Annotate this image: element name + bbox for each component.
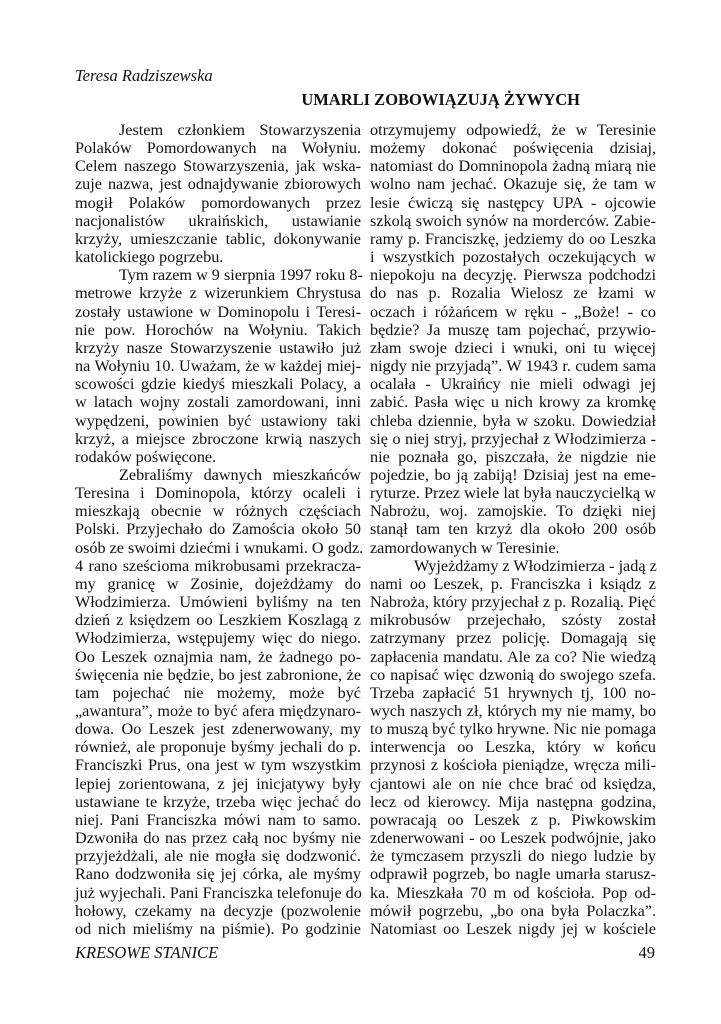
- text-line: lecz od kierowcy. Mija następna godzina,: [370, 792, 656, 811]
- text-line: co napisać więc dzwonią do swojego szefa.: [370, 665, 656, 684]
- paragraph: [370, 557, 656, 938]
- text-column-left: [75, 121, 364, 938]
- text-line: do nas p. Rozalia Wielosz ze łzami w: [370, 284, 656, 303]
- text-line: zabić. Pasła więc u nich krowy za kromkę: [370, 393, 656, 412]
- paragraph: [370, 121, 656, 557]
- text-line: odprawił pogrzeb, bo nagle umarła starusz-: [370, 865, 656, 884]
- text-line: „awantura”, może to być afera międzynaro-: [75, 702, 361, 720]
- text-line: cjantowi ale on nie chce brać od księdza,: [370, 774, 656, 793]
- text-line: przyjeżdżali, ale nie mogła się dodzwonić.: [75, 847, 361, 866]
- text-line: interwencja oo Leszka, który w końcu: [370, 738, 656, 757]
- text-line: święcenia nie będzie, bo jest zabronione, że: [75, 665, 361, 684]
- text-line: Oo Leszek oznajmia nam, że żadnego po-: [75, 647, 361, 666]
- text-line: mówił pogrzebu, „bo ona była Polaczka”.: [370, 901, 656, 920]
- text-line: mogił Polaków pomordowanych przez: [75, 193, 361, 212]
- text-line: krzyż, a miejsce zbroczone krwią naszych: [75, 429, 361, 448]
- text-line: się o niej stryj, przyjechał z Włodzimierza -: [370, 429, 656, 448]
- text-line: Nabrożu, woj. zamojskie. To dzięki niej: [370, 502, 656, 521]
- text-line: mieszkają obecnie w różnych częściach: [75, 502, 361, 521]
- text-line: na Wołyniu 10. Uważam, że w każdej miej-: [75, 357, 361, 376]
- page-number: 49: [638, 943, 655, 962]
- text-line: Polski. Przyjechało do Zamościa około 50: [75, 520, 361, 539]
- text-line: Dzwoniła do nas przez całą noc byśmy nie: [75, 829, 361, 848]
- paragraph: [75, 266, 361, 466]
- text-line: pojedzie, bo ją zabiją! Dzisiaj jest na eme-: [370, 465, 656, 484]
- text-line: od nich mieliśmy na piśmie). Po godzinie: [75, 919, 361, 938]
- text-line: krzyży, umieszczanie tablic, dokonywanie: [75, 229, 361, 248]
- text-line: będzie? Ja muszę tam pojechać, przywio-: [370, 320, 656, 339]
- text-line: lesie ćwiczą się następcy UPA - ojcowie: [370, 193, 656, 212]
- text-line: 4 rano sześcioma mikrobusami przekracza-: [75, 556, 361, 575]
- text-line: tam pojechać nie możemy, może być: [75, 683, 361, 702]
- text-line: złam swoje dzieci i wnuki, oni tu więcej: [370, 338, 656, 357]
- text-line: to muszą być tylko hrywne. Nic nie pomaga: [370, 720, 656, 739]
- text-line: zamordowanych w Teresinie.: [370, 538, 560, 557]
- text-line: przynosi z kościoła pieniądze, wręcza mili-: [370, 756, 656, 775]
- text-line: metrowe krzyże z wizerunkiem Chrystusa: [75, 284, 361, 303]
- text-line: natomiast do Domninopola żadną miarą nie: [370, 157, 656, 176]
- article-title: UMARLI ZOBOWIĄZUJĄ ŻYWYCH: [301, 90, 580, 109]
- text-line: rodaków poświęcone.: [75, 447, 217, 466]
- author-name: Teresa Radziszewska: [75, 66, 213, 85]
- text-line: nigdy nie przyjadą”. W 1943 r. cudem sama: [370, 357, 656, 376]
- text-line: Włodzimierza, wstępujemy więc do niego.: [75, 629, 361, 648]
- text-column-right: [370, 121, 656, 938]
- paragraph: [75, 121, 361, 266]
- text-line: scowości gdzie kiedyś mieszkali Polacy, a: [75, 375, 361, 394]
- text-line: Nabroża, który przyjechał z p. Rozalią. Pięć: [370, 593, 656, 612]
- text-line: zostały ustawione w Dominopolu i Teresi-: [75, 302, 361, 321]
- text-line: ramy p. Franciszkę, jedziemy do oo Leszka: [370, 229, 656, 248]
- text-line: zatrzymany przez policję. Domagają się: [370, 629, 656, 648]
- text-line: Włodzimierza. Umówieni byliśmy na ten: [75, 593, 361, 612]
- text-line: Polaków Pomordowanych na Wołyniu.: [75, 139, 361, 158]
- text-line: zapłacenia mandatu. Ale za co? Nie wiedzą: [370, 647, 656, 666]
- text-line: wych naszych zł, których my nie mamy, bo: [370, 702, 656, 720]
- article-title-row: [75, 90, 656, 110]
- text-line: Wyjeżdżamy z Włodzimierza - jadą z: [414, 556, 657, 575]
- text-line: niej. Pani Franciszka mówi nam to samo.: [75, 810, 361, 829]
- text-line: Natomiast oo Leszek nigdy jej w kościele: [370, 919, 656, 938]
- text-line: nami oo Leszek, p. Franciszka i ksiądz z: [370, 574, 656, 593]
- text-line: ustawiane te krzyże, trzeba więc jechać do: [75, 792, 361, 811]
- text-line: wypędzeni, powinien być ustawiony taki: [75, 411, 361, 430]
- text-line: niepokoju na decyzję. Pierwsza podchodzi: [370, 266, 656, 285]
- text-line: i wszystkich pozostałych oczekujących w: [370, 248, 656, 267]
- text-line: zdenerwowani - oo Leszek podwójnie, jako: [370, 829, 656, 848]
- text-line: ryturze. Przez wiele lat była nauczycielką w: [370, 484, 656, 503]
- journal-name: KRESOWE STANICE: [75, 943, 219, 962]
- text-line: Rano dodzwoniła się jej córka, ale myśmy: [75, 865, 361, 884]
- paragraph: [75, 465, 364, 938]
- text-line: Celem naszego Stowarzyszenia, jak wska-: [75, 157, 361, 176]
- text-line: możemy dokonać poświęcenia dzisiaj,: [370, 139, 656, 158]
- text-line: wolno nam jechać. Okazuje się, że tam w: [370, 175, 656, 194]
- text-line: my granicę w Zosinie, dojeżdżamy do: [75, 574, 361, 593]
- text-line: ocalała - Ukraińcy nie mieli odwagi jej: [370, 375, 656, 394]
- text-line: już wyjechali. Pani Franciszka telefonuje do: [75, 883, 362, 902]
- text-line: lepiej zorientowana, z jej inicjatywy były: [75, 774, 361, 793]
- text-line: stanął tam ten krzyż dla około 200 osób: [370, 520, 656, 539]
- text-line: Tym razem w 9 sierpnia 1997 roku 8-: [119, 266, 363, 285]
- text-line: również, ale proponuje byśmy jechali do p.: [75, 738, 361, 757]
- text-line: powracają oo Leszek z p. Piwkowskim: [370, 810, 656, 829]
- text-line: chleba dziennie, była w szoku. Dowiedział: [370, 411, 656, 430]
- text-line: dowa. Oo Leszek jest zdenerwowany, my: [75, 720, 361, 739]
- text-line: nie poznała go, piszczała, że nigdzie nie: [370, 447, 656, 466]
- text-line: krzyży nasze Stowarzyszenie ustawiło już: [75, 338, 361, 357]
- text-line: mikrobusów przejechało, szósty został: [370, 611, 656, 630]
- text-line: Zebraliśmy dawnych mieszkańców: [119, 465, 361, 484]
- text-line: nie pow. Horochów na Wołyniu. Takich: [75, 320, 361, 339]
- text-line: że tymczasem przyszli do niego ludzie by: [370, 847, 656, 866]
- text-line: Teresina i Dominopola, którzy ocaleli i: [75, 484, 361, 503]
- text-line: dzień z księdzem oo Leszkiem Koszlagą z: [75, 611, 361, 630]
- text-line: Jestem członkiem Stowarzyszenia: [119, 121, 361, 139]
- text-line: otrzymujemy odpowiedź, że w Teresinie: [370, 121, 656, 139]
- text-line: nacjonalistów ukraińskich, ustawianie: [75, 211, 361, 230]
- text-line: Trzeba zapłacić 51 hrywnych tj, 100 no-: [370, 683, 656, 702]
- text-line: oczach i różańcem w ręku - „Boże! - co: [370, 302, 656, 321]
- text-line: szkolą swoich synów na morderców. Zabie-: [370, 211, 656, 230]
- text-line: hołowy, czekamy na decyzje (pozwolenie: [75, 901, 361, 920]
- text-line: Franciszki Prus, ona jest w tym wszystkim: [75, 756, 361, 775]
- text-line: zuje nazwa, jest odnajdywanie zbiorowych: [75, 175, 361, 194]
- text-line: katolickiego pogrzebu.: [75, 248, 224, 267]
- text-line: ka. Mieszkała 70 m od kościoła. Pop od-: [370, 883, 656, 902]
- text-line: w latach wojny zostali zamordowani, inni: [75, 393, 361, 412]
- text-line: osób ze swoimi dziećmi i wnukami. O godz.: [75, 538, 364, 557]
